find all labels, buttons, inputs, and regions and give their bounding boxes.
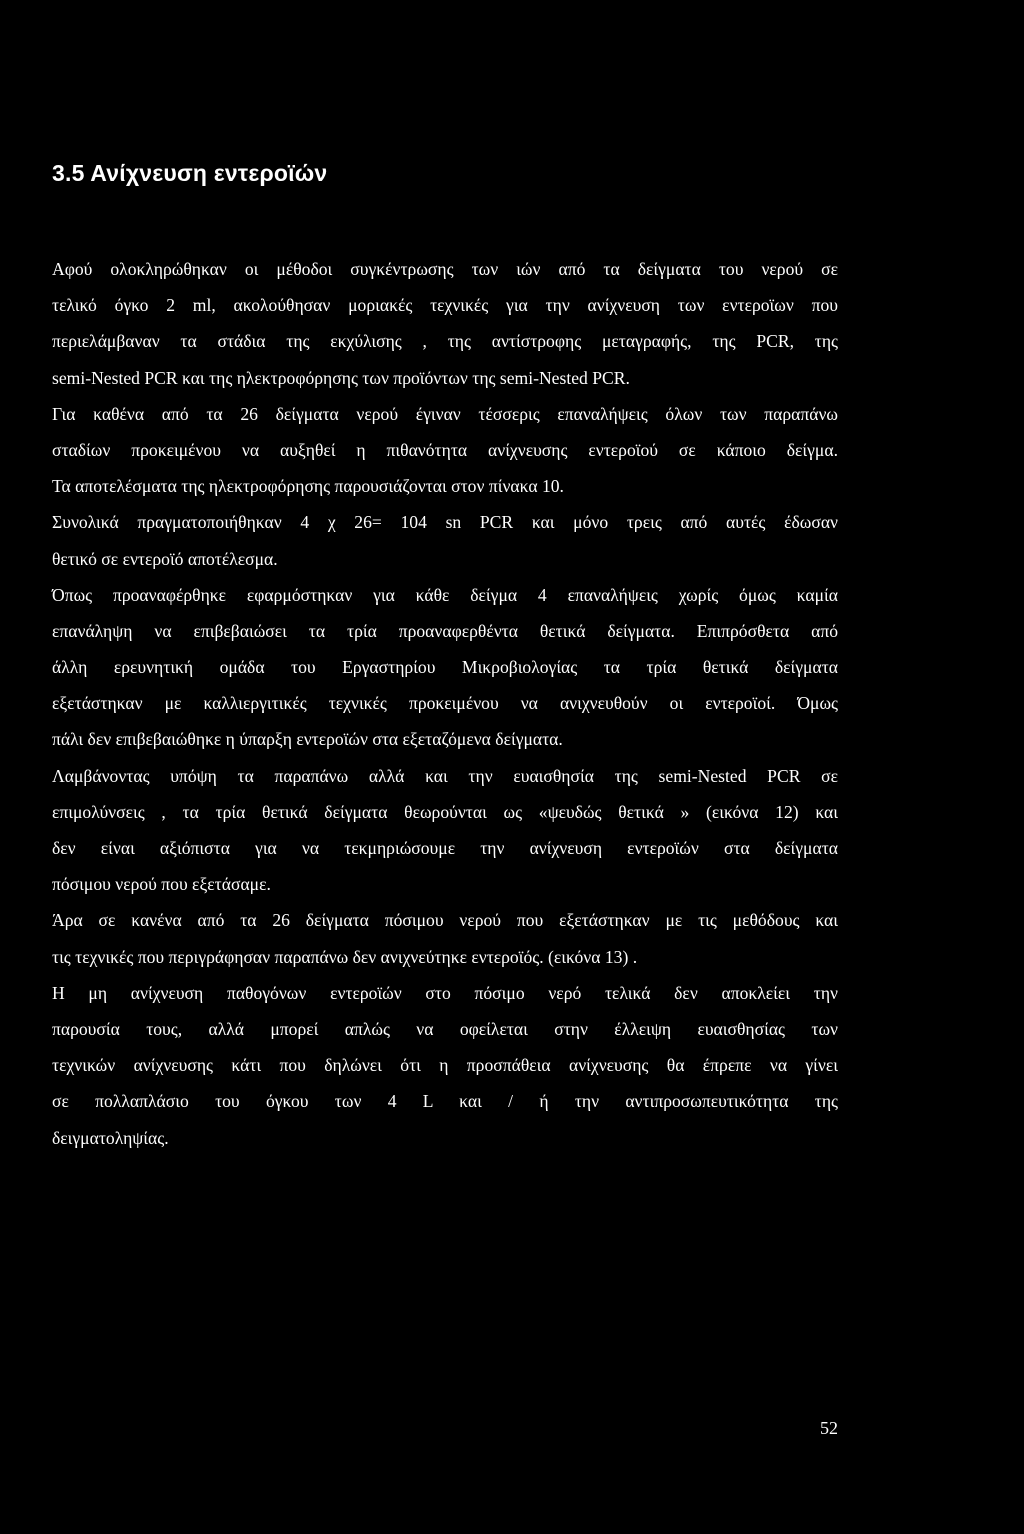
text-line: Η μη ανίχνευση παθογόνων εντεροϊών στο πόσιμο νερό τελικά δεν αποκλείει την xyxy=(52,982,838,1003)
text-line: Συνολικά πραγματοποιήθηκαν 4 χ 26= 104 sn PCR και μόνο τρεις από αυτές έδωσαν xyxy=(52,512,838,533)
text-line: θετικό σε εντεροϊό αποτέλεσμα. xyxy=(52,548,278,569)
text-line: Άρα σε κανένα από τα 26 δείγματα πόσιμου νερού που εξετάστηκαν με τις μεθόδους και xyxy=(52,910,838,931)
text-line: περιελάμβαναν τα στάδια της εκχύλισης , της αντίστροφης μεταγραφής, της PCR, της xyxy=(52,331,838,352)
text-line: πάλι δεν επιβεβαιώθηκε η ύπαρξη εντεροϊών στα εξεταζόμενα δείγματα. xyxy=(52,729,563,750)
text-line: δεν είναι αξιόπιστα για να τεκμηριώσουμε την ανίχνευση εντεροϊών στα δείγματα xyxy=(52,838,838,858)
text-line: επιμολύνσεις , τα τρία θετικά δείγματα θεωρούνται ως «ψευδώς θετικά » (εικόνα 12) και xyxy=(52,801,838,822)
text-line: άλλη ερευνητική ομάδα του Εργαστηρίου Μικροβιολογίας τα τρία θετικά δείγματα xyxy=(52,657,838,678)
text-line: σε πολλαπλάσιο του όγκου των 4 L και / ή την αντιπροσωπευτικότητα της xyxy=(52,1091,838,1112)
text-line: δειγματοληψίας. xyxy=(52,1127,169,1148)
text-line: Τα αποτελέσματα της ηλεκτροφόρησης παρουσιάζονται στον πίνακα 10. xyxy=(52,476,564,497)
page-number: 52 xyxy=(820,1418,838,1438)
text-line: Λαμβάνοντας υπόψη τα παραπάνω αλλά και την ευαισθησία της semi-Nested PCR σε xyxy=(52,765,838,786)
body-text xyxy=(52,251,838,1156)
text-line: Για καθένα από τα 26 δείγματα νερού έγιναν τέσσερις επαναλήψεις όλων των παραπάνω xyxy=(52,403,838,424)
text-line: εξετάστηκαν με καλλιεργιτικές τεχνικές προκειμένου να ανιχνευθούν οι εντεροϊοί. Όμως xyxy=(52,693,838,714)
text-line: Όπως προαναφέρθηκε εφαρμόστηκαν για κάθε δείγμα 4 επαναλήψεις χωρίς όμως καμία xyxy=(52,584,838,605)
text-line: τις τεχνικές που περιγράφησαν παραπάνω δεν ανιχνεύτηκε εντεροϊός. (εικόνα 13) . xyxy=(52,946,638,967)
text-line: τελικό όγκο 2 ml, ακολούθησαν μοριακές τεχνικές για την ανίχνευση των εντεροϊων που xyxy=(52,295,838,316)
text-line: σταδίων προκειμένου να αυξηθεί η πιθανότητα ανίχνευσης εντεροϊού σε κάποιο δείγμα. xyxy=(52,439,838,460)
text-line: Αφού ολοκληρώθηκαν οι μέθοδοι συγκέντρωσης των ιών από τα δείγματα του νερού σε xyxy=(52,259,838,279)
section-heading: 3.5 Ανίχνευση εντεροϊών xyxy=(52,160,328,186)
text-line: semi-Nested PCR και της ηλεκτροφόρησης των προϊόντων της semi-Nested PCR. xyxy=(52,367,630,388)
text-line: επανάληψη να επιβεβαιώσει τα τρία προαναφερθέντα θετικά δείγματα. Επιπρόσθετα από xyxy=(52,620,838,641)
text-line: παρουσία τους, αλλά μπορεί απλώς να οφείλεται στην έλλειψη ευαισθησίας των xyxy=(52,1018,838,1039)
text-line: πόσιμου νερού που εξετάσαμε. xyxy=(52,874,271,895)
text-line: τεχνικών ανίχνευσης κάτι που δηλώνει ότι η προσπάθεια ανίχνευσης θα έπρεπε να γίνει xyxy=(52,1055,838,1076)
